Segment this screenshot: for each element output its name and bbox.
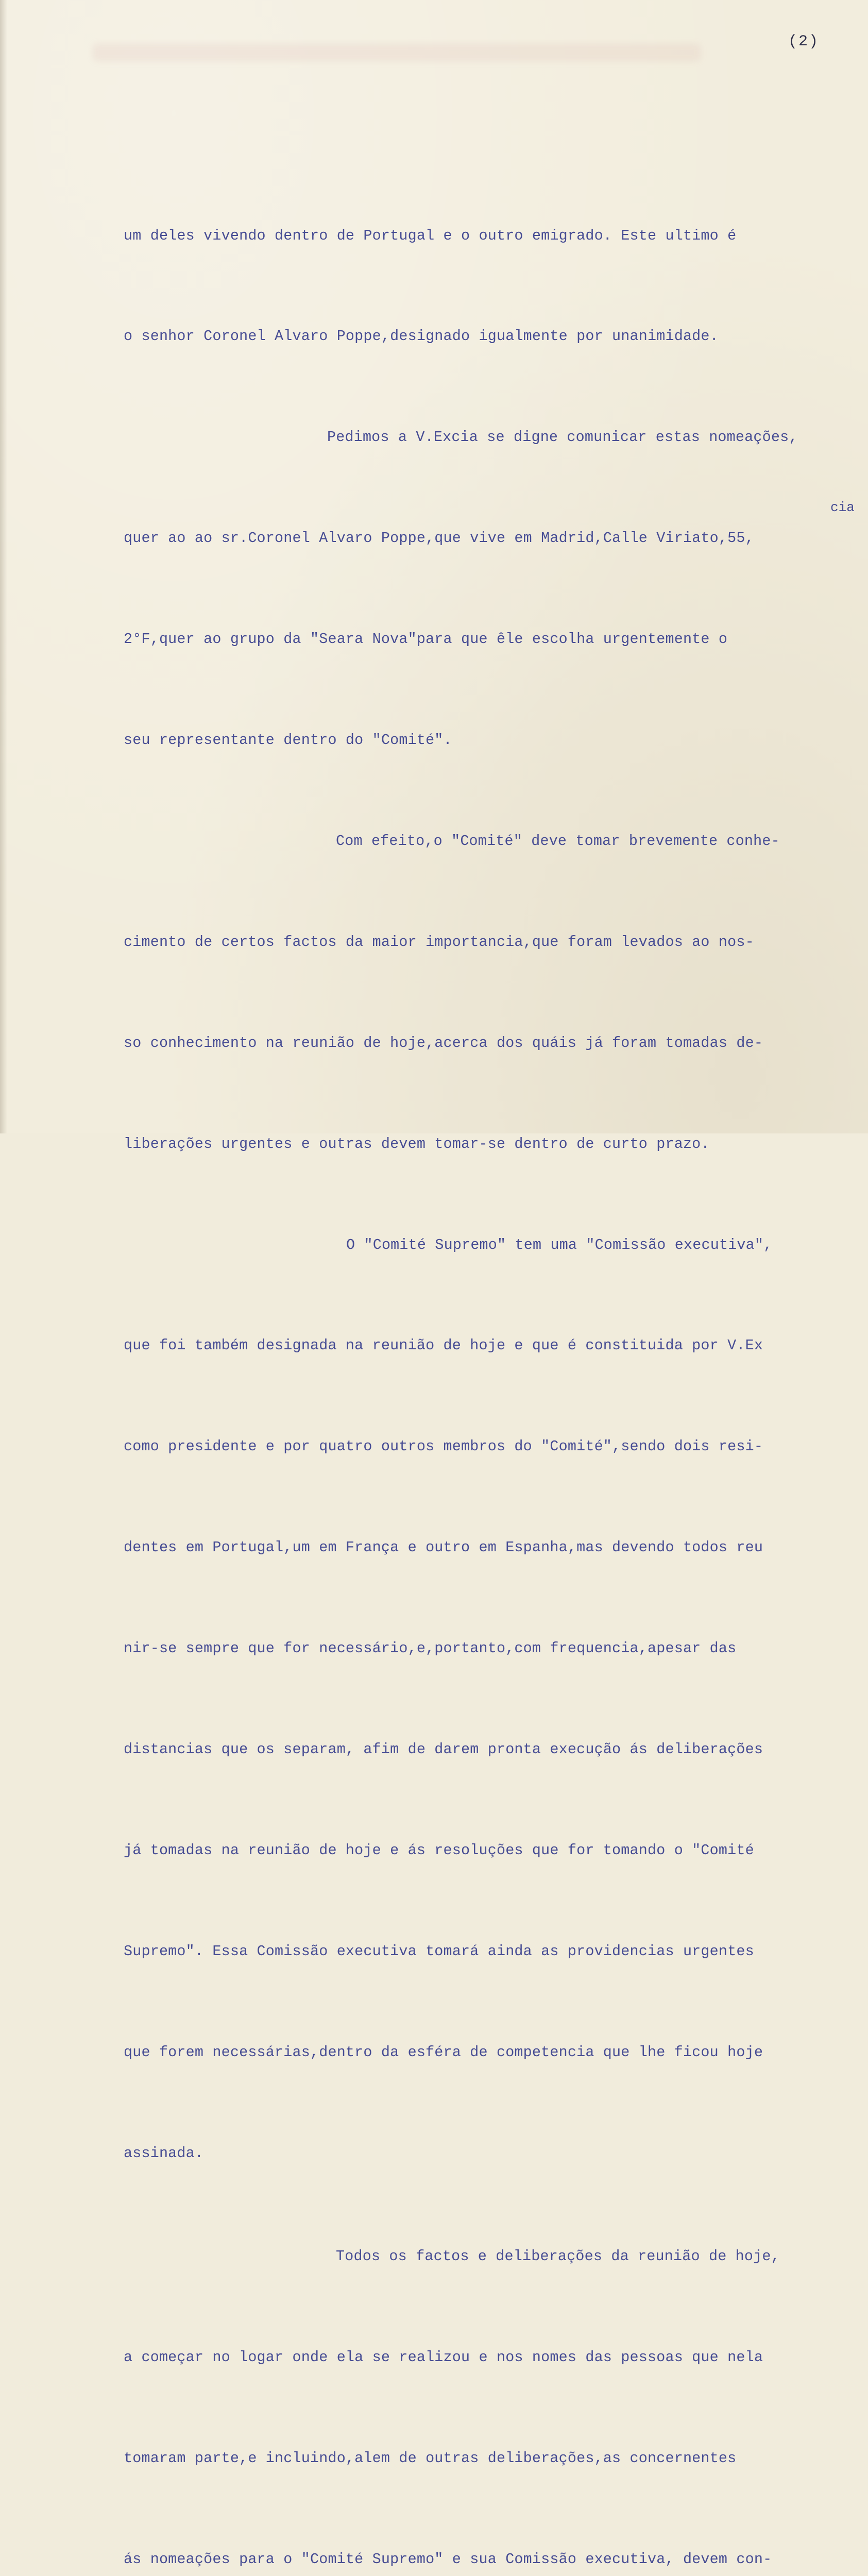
text-line: Com efeito,o "Comité" deve tomar brevemente conhe- (336, 832, 780, 850)
text-line: quer ao ao sr.Coronel Alvaro Poppe,que vive em Madrid,Calle Viriato,55, (124, 530, 754, 547)
page-number: (2) (788, 33, 820, 50)
text-line: um deles vivendo dentro de Portugal e o outro emigrado. Este ultimo é (124, 227, 737, 244)
superscript-abbreviation: cia (830, 500, 855, 515)
text-line: 2°F,quer ao grupo da "Seara Nova"para que êle escolha urgentemente o (124, 631, 728, 648)
text-line: assinada. (124, 2144, 204, 2162)
text-line: que foi também designada na reunião de hoje e que é constituida por V.Ex (124, 1337, 763, 1354)
text-line: cimento de certos factos da maior importancia,que foram levados ao nos- (124, 933, 754, 951)
text-line: seu representante dentro do "Comité". (124, 732, 452, 749)
ink-bleed-through (93, 44, 701, 61)
typed-letter-body (0, 151, 868, 2576)
text-line: Supremo". Essa Comissão executiva tomará ainda as providencias urgentes (124, 1942, 754, 1960)
text-line: o senhor Coronel Alvaro Poppe,designado igualmente por unanimidade. (124, 328, 719, 345)
text-line: liberações urgentes e outras devem tomar-se dentro de curto prazo. (124, 1135, 710, 1153)
text-line: dentes em Portugal,um em França e outro em Espanha,mas devendo todos reu (124, 1539, 763, 1556)
text-line: O "Comité Supremo" tem uma "Comissão executiva", (346, 1236, 773, 1253)
text-line: já tomadas na reunião de hoje e ás resoluções que for tomando o "Comité (124, 1841, 754, 1859)
text-line: tomaram parte,e incluindo,alem de outras deliberações,as concernentes (124, 2450, 737, 2467)
text-line: so conhecimento na reunião de hoje,acerca dos quáis já foram tomadas de- (124, 1034, 763, 1052)
text-line: que forem necessárias,dentro da esféra de competencia que lhe ficou hoje (124, 2043, 763, 2061)
text-line: ás nomeações para o "Comité Supremo" e sua Comissão executiva, devem con- (124, 2551, 772, 2568)
text-line: como presidente e por quatro outros membros do "Comité",sendo dois resi- (124, 1438, 763, 1455)
text-line: nir-se sempre que for necessário,e,portanto,com frequencia,apesar das (124, 1640, 737, 1657)
text-line: a começar no logar onde ela se realizou e nos nomes das pessoas que nela (124, 2349, 763, 2366)
text-line: distancias que os separam, afim de darem pronta execução ás deliberações (124, 1740, 763, 1758)
text-line: Pedimos a V.Excia se digne comunicar estas nomeações, (327, 429, 798, 446)
text-line: Todos os factos e deliberações da reunião de hoje, (336, 2248, 780, 2265)
